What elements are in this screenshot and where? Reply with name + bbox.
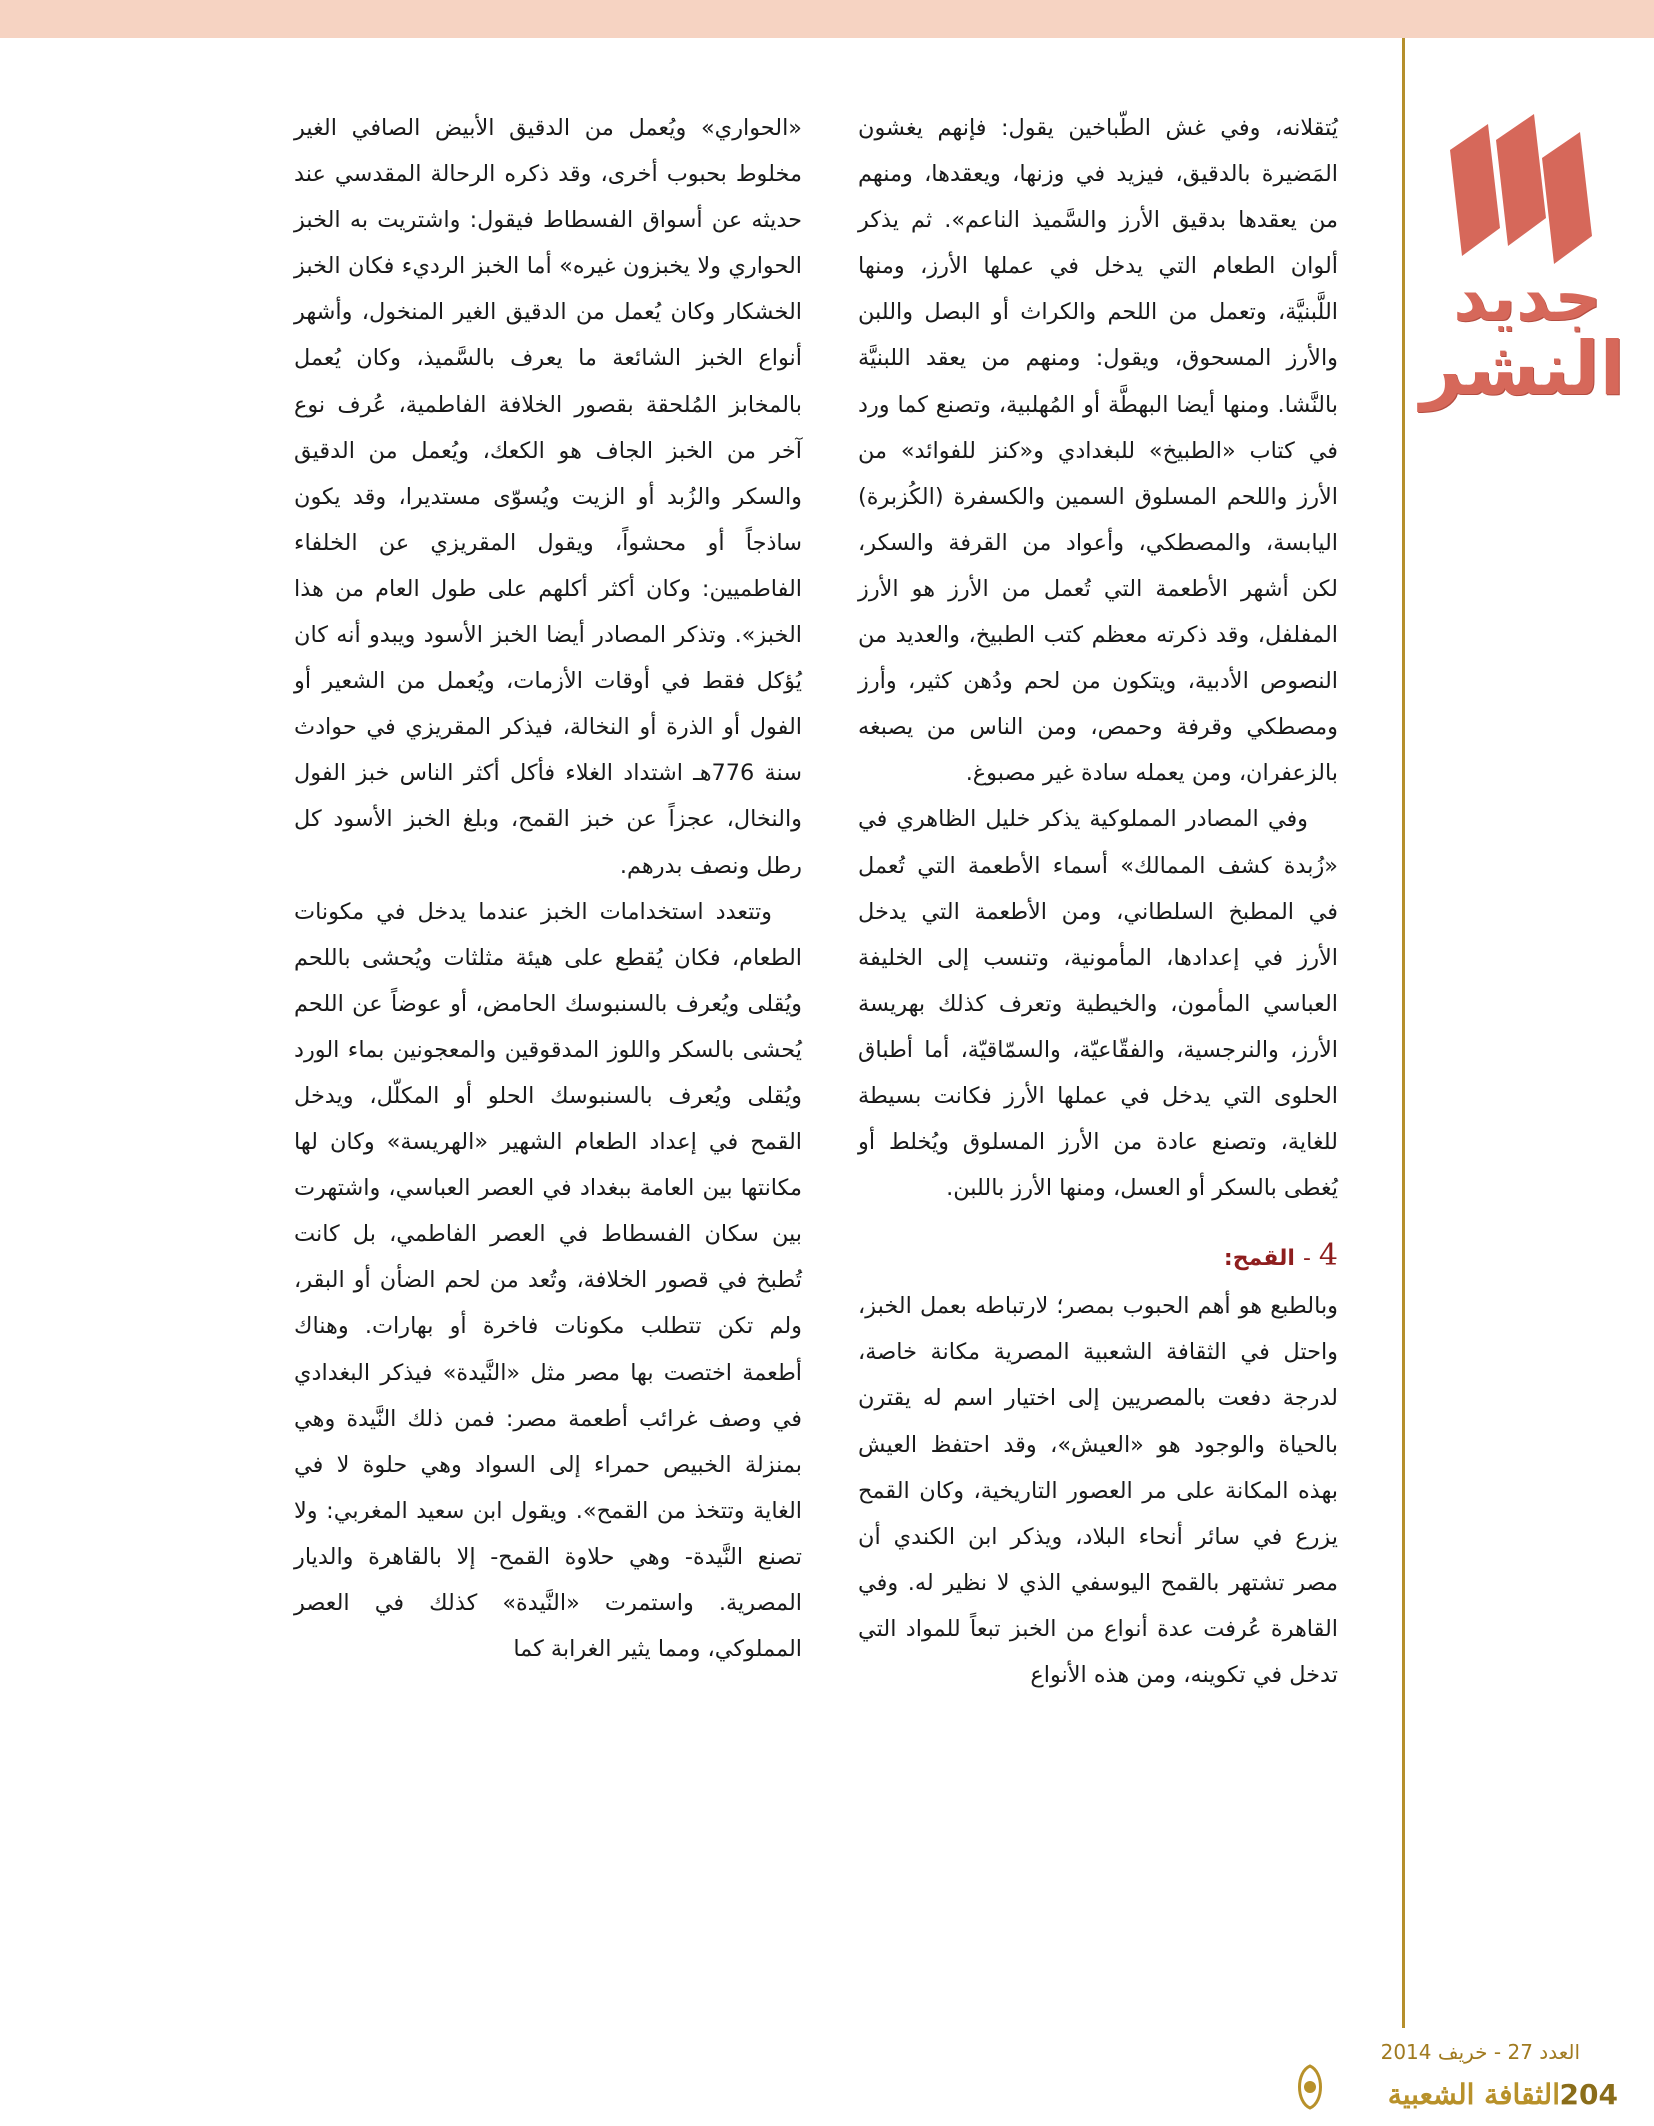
issue-info: العدد 27 - خريف 2014 [1380,2040,1580,2064]
paragraph: وتتعدد استخدامات الخبز عندما يدخل في مكونات الطعام، فكان يُقطع على هيئة مثلثات ويُحشى باللحم ويُقلى ويُعرف بالسنبوسك الحامض، أو عوضاً عن اللحم يُحشى بالسكر واللوز المدقوقين والمعجونين بماء الورد ويُقلى ويُعرف بالسنبوسك الحلو أو المكلّل، ويدخل القمح في إعداد الطعام الشهير «الهريسة» وكان لها مكانتها بين العامة ببغداد في العصر العباسي، واشتهرت بين سكان الفسطاط في العصر الفاطمي، بل كانت تُطبخ في قصور الخلافة، وتُعد من لحم الضأن أو البقر، ولم تكن تتطلب مكونات فاخرة أو بهارات. وهناك أطعمة اختصت بها مصر مثل «النَّيدة» فيذكر البغدادي في وصف غرائب أطعمة مصر: فمن ذلك النَّيدة وهي بمنزلة الخبيص حمراء إلى السواد وهي حلوة لا في الغاية وتتخذ من القمح». ويقول ابن سعيد المغربي: ولا تصنع النَّيدة- وهي حلاوة القمح- إلا بالقاهرة والديار المصرية. واستمرت «النَّيدة» كذلك في العصر المملوكي، ومما يثير الغرابة كما [294,898,802,1663]
paragraph: وبالطبع هو أهم الحبوب بمصر؛ لارتباطه بعمل الخبز، واحتل في الثقافة الشعبية المصرية مكانة خاصة، لدرجة دفعت بالمصريين إلى اختيار اسم له يقترن بالحياة والوجود هو «العيش»، وقد احتفظ العيش بهذه المكانة على مر العصور التاريخية، وكان القمح يزرع في سائر أنحاء البلاد، ويذكر ابن الكندي أن مصر تشتهر بالقمح اليوسفي الذي لا نظير له. وفي القاهرة عُرفت عدة أنواع من الخبز تبعاً للمواد التي تدخل في تكوينه، ومن هذه الأنواع [858,1293,1338,1688]
left-text-column [294,105,802,1672]
magazine-name: الثقافة الشعبية [1387,2078,1560,2111]
section-title: القمح: [1223,1246,1295,1272]
section-logo [1420,110,1635,412]
magazine-emblem-icon [1290,2062,1330,2112]
book-pages-icon [1430,110,1635,270]
page-number: 204 [1559,2078,1618,2111]
paragraph: وفي المصادر المملوكية يذكر خليل الظاهري في «زُبدة كشف الممالك» أسماء الأطعمة التي تُعمل في المطبخ السلطاني، ومن الأطعمة التي يدخل الأرز في إعدادها، المأمونية، وتنسب إلى الخليفة العباسي المأمون، والخيطية وتعرف كذلك بهريسة الأرز، والنرجسية، والفقّاعيّة، والسمّاقيّة، أما أطباق الحلوى التي يدخل في عملها الأرز فكانت بسيطة للغاية، وتصنع عادة من الأرز المسلوق ويُخلط أو يُغطى بالسكر أو العسل، ومنها الأرز باللبن. [858,806,1338,1202]
paragraph: يُتقلانه، وفي غش الطّباخين يقول: فإنهم يغشون المَضيرة بالدقيق، فيزيد في وزنها، ويعقدها، ومنهم من يعقدها بدقيق الأرز والسَّميذ الناعم». ثم يذكر ألوان الطعام التي يدخل في عملها الأرز، ومنها اللَّبنيَّة، وتعمل من اللحم والكراث أو البصل واللبن والأرز المسحوق، ويقول: ومنهم من يعقد اللبنيَّة بالنَّشا. ومنها أيضا البهطَّة أو المُهلبية، وتصنع كما ورد في كتاب «الطبيخ» للبغدادي و«كنز للفوائد» من الأرز واللحم المسلوق السمين والكسفرة (الكُزبرة) اليابسة، والمصطكي، وأعواد من القرفة والسكر، لكن أشهر الأطعمة التي تُعمل من الأرز هو الأرز المفلفل، وقد ذكرته معظم كتب الطبيخ، والعديد من النصوص الأدبية، ويتكون من لحم ودُهن كثير، وأرز ومصطكي وقرفة وحمص، ومن الناس من يصبغه بالزعفران، ومن يعمله سادة غير مصبوغ. [858,115,1338,787]
page-footer [1290,2040,1620,2120]
section-dash: - [1302,1246,1311,1272]
section-heading [858,1233,1338,1279]
right-text-column [858,105,1338,1698]
section-number: 4 [1318,1238,1338,1274]
vertical-divider-rule [1402,38,1405,2028]
logo-word-jadid: جديد [1453,259,1602,336]
paragraph: «الحواري» ويُعمل من الدقيق الأبيض الصافي الغير مخلوط بحبوب أخرى، وقد ذكره الرحالة المقدسي عند حديثه عن أسواق الفسطاط فيقول: واشتريت به الخبز الحواري ولا يخبزون غيره» أما الخبز الرديء فكان الخبز الخشكار وكان يُعمل من الدقيق الغير المنخول، وأشهر أنواع الخبز الشائعة ما يعرف بالسَّميذ، وكان يُعمل بالمخابز المُلحقة بقصور الخلافة الفاطمية، عُرف نوع آخر من الخبز الجاف هو الكعك، ويُعمل من الدقيق والسكر والزُبد أو الزيت ويُسوّى مستديرا، وقد يكون ساذجاً أو محشواً، ويقول المقريزي عن الخلفاء الفاطميين: وكان أكثر أكلهم على طول العام من هذا الخبز». وتذكر المصادر أيضا الخبز الأسود ويبدو أنه كان يُؤكل فقط في أوقات الأزمات، ويُعمل من الشعير أو الفول أو الذرة أو النخالة، فيذكر المقريزي في حوادث سنة 776هـ اشتداد الغلاء فأكل أكثر الناس خبز الفول والنخال، عجزاً عن خبز القمح، وبلغ الخبز الأسود كل رطل ونصف بدرهم. [294,115,802,879]
top-color-band [0,0,1654,38]
logo-word-alnashr: النشر [1420,326,1625,412]
